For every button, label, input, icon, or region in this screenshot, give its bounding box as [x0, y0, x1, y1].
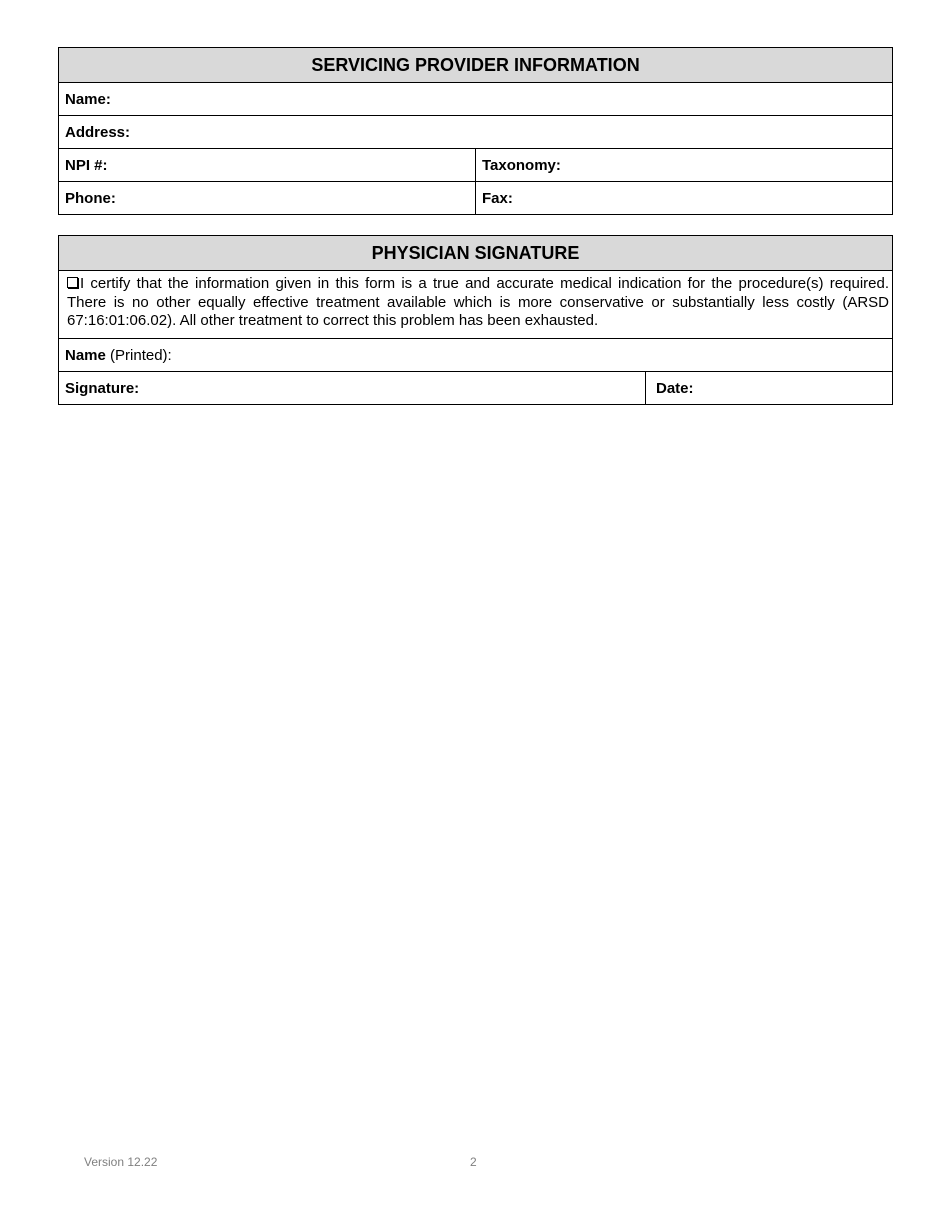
provider-taxonomy-field[interactable]: [476, 149, 893, 182]
physician-signature-title: PHYSICIAN SIGNATURE: [59, 236, 893, 271]
physician-date-field[interactable]: [646, 372, 893, 405]
provider-taxonomy-label: Taxonomy:: [482, 156, 561, 174]
footer-page-number: 2: [470, 1155, 477, 1169]
physician-name-field[interactable]: [59, 339, 893, 372]
certification-text: I certify that the information given in this form is a true and accurate medical indication for the procedure(s) required. There is no other equally effective treatment available which is more conservative or substantially less costly (ARSD 67:16:01:06.02). All other treatment to correct this problem has been exhausted.: [67, 275, 889, 329]
physician-date-label: Date:: [656, 379, 694, 397]
provider-name-label: Name:: [65, 90, 111, 108]
certify-checkbox[interactable]: [67, 277, 78, 288]
physician-signature-table: [58, 235, 893, 405]
physician-name-suffix: (Printed):: [105, 346, 172, 364]
physician-signature-label: Signature:: [65, 379, 140, 397]
servicing-provider-title: SERVICING PROVIDER INFORMATION: [59, 48, 893, 83]
provider-address-label: Address:: [65, 123, 131, 141]
servicing-provider-table: [58, 47, 893, 215]
footer-version: Version 12.22: [84, 1155, 158, 1169]
provider-fax-field[interactable]: [476, 182, 893, 215]
physician-signature-field[interactable]: [59, 372, 646, 405]
provider-phone-label: Phone:: [65, 189, 116, 207]
provider-name-field[interactable]: [59, 83, 893, 116]
provider-npi-label: NPI #:: [65, 156, 108, 174]
certification-block: [59, 271, 893, 339]
provider-address-field[interactable]: [59, 116, 893, 149]
physician-name-label: Name: [65, 346, 106, 364]
provider-fax-label: Fax:: [482, 189, 513, 207]
provider-phone-field[interactable]: [59, 182, 476, 215]
provider-npi-field[interactable]: [59, 149, 476, 182]
